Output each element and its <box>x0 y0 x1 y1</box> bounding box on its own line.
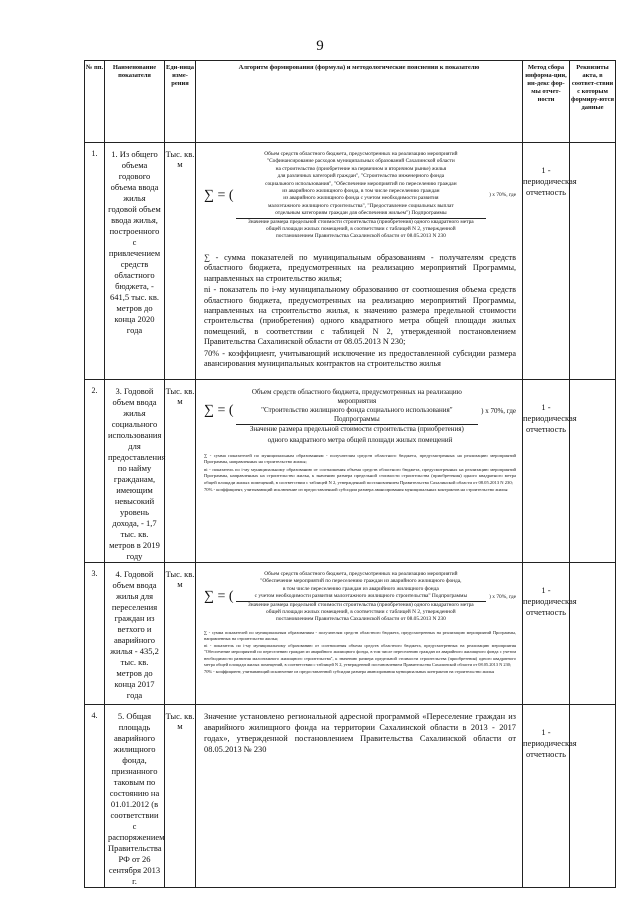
formula: ∑ = ( Объем средств областного бюджета, предусмотренных на реализацию мероприятий "Обеспечение мероприятий по переселению граждан из аварийного жилищного фонда, в том числе переселению граждан из аварийного жилищного фонда с учетом необходимости развития малоэтажного жилищного строительства" Подпрограммы Значение размера предельной стоимости строительства (приобретения) одного квадратного метра общей площади жилых помещений, в соответствии с таблицей N 2, утвержденной постановлением Правительства Сахалинской области от 08.05.2013 N 230 ) x 70%, где <box>204 571 516 623</box>
collection-method: 1 - периодическая отчетность <box>523 143 570 380</box>
header-unit: Еди-ница изме-рения <box>165 61 196 143</box>
sum-symbol: ∑ = ( <box>204 403 234 418</box>
row-number: 4. <box>85 705 105 888</box>
page-number: 9 <box>316 38 324 54</box>
header-num: № пп. <box>85 61 105 143</box>
formula: ∑ = ( Объем средств областного бюджета, предусмотренных на реализацию мероприятий "Софинансирование расходов муниципальных образований Сахалинской области на строительство (приобретение на первичном и вторичном рынке) жилья для различных категорий граждан", "Строительство инженерного фонда социального использования", "Обеспечение мероприятий по переселению граждан из аварийного жилищного фонда, в том числе переселению граждан из аварийного жилищного фонда с учетом необходимости развития малоэтажного жилищного строительства", "Предоставление социальных выплат отдельным категориям граждан для обеспечения жильем") Подпрограммы Значение размера предельной стоимости строительства (приобретения) одного квадратного метра общей площади жилых помещений, в соответствии с таблицей N 2, утвержденной постановлением Правительства Сахалинской области от 08.05.2013 N 230 ) x 70%, где <box>204 151 516 240</box>
indicator-name: 3. Годовой объем ввода жилья социального использования для предоставления по найму гражданам, имеющим невысокий уровень дохода, - 1,7 тыс. кв. метров в 2019 году <box>105 380 165 563</box>
unit: Тыс. кв. м <box>165 380 196 563</box>
formula-numerator: Объем средств областного бюджета, предусмотренных на реализацию мероприятий "Обеспечение мероприятий по переселению граждан из аварийного жилищного фонда, в том числе переселению граждан из аварийного жилищного фонда с учетом необходимости развития малоэтажного жилищного строительства" Подпрограммы <box>236 571 487 602</box>
algorithm-cell <box>196 563 523 705</box>
indicator-name: 4. Годовой объем ввода жилья для переселения граждан из ветхого и аварийного жилья - 435,2 тыс. кв. метров до конца 2017 года <box>105 563 165 705</box>
formula-explanation: ∑ - сумма показателей по муниципальным образованиям - получателям средств областного бюджета, предусмотренных на реализацию мероприятий Программы, направленных на строительство жилья; ni - показатель по i-му муниципальному образованию от соотношения объема средств областного бюджета, предусмотренных на реализацию мероприятий Программы, направленных на строительство жилья, к значению размера предельной стоимости строительства (приобретения) одного квадратного метра общей площади жилых помещений, в соответствии с таблицей N 2, утвержденной постановлением Правительства Сахалинской области от 08.05.2013 N 230; 70% - коэффициент, учитывающий исключение из предоставленной субсидии размера авансирования муниципальных контрактов на строительство жилья <box>204 252 516 368</box>
formula-denominator: Значение размера предельной стоимости строительства (приобретения) одного квадратного метра общей площади жилых помещений, в соответствии с таблицей N 2, утвержденной постановлением Правительства Сахалинской области от 08.05.2013 N 230 <box>248 601 474 623</box>
header-method: Метод сбора информа-ции, ин-декс фор-мы отчет-ности <box>523 61 570 143</box>
formula-numerator: Объем средств областного бюджета, предусмотренных на реализацию мероприятия "Строительство жилищного фонда социального использования" Подпрограммы <box>236 388 479 425</box>
row-number: 1. <box>85 143 105 380</box>
header-name: Наименование показателя <box>105 61 165 143</box>
table-row <box>85 143 616 380</box>
indicator-table <box>84 60 616 888</box>
formula-numerator: Объем средств областного бюджета, предусмотренных на реализацию мероприятий "Софинансирование расходов муниципальных образований Сахалинской области на строительство (приобретение на первичном и вторичном рынке) жилья для различных категорий граждан", "Строительство инженерного фонда социального использования", "Обеспечение мероприятий по переселению граждан из аварийного жилищного фонда, в том числе переселению граждан из аварийного жилищного фонда с учетом необходимости развития малоэтажного жилищного строительства", "Предоставление социальных выплат отдельным категориям граждан для обеспечения жильем") Подпрограммы <box>236 151 487 219</box>
algorithm-cell: Значение установлено региональной адресной программой «Переселение граждан из аварийного жилищного фонда на территории Сахалинской области в 2013 - 2017 годах», утвержденной постановлением Правительства Сахалинской области от 08.05.2013 № 230 <box>196 705 523 888</box>
table-row <box>85 380 616 563</box>
unit: Тыс. кв. м <box>165 563 196 705</box>
sum-symbol: ∑ = ( <box>204 589 234 605</box>
collection-method: 1 - периодическая отчетность <box>523 563 570 705</box>
requisites <box>570 705 616 888</box>
row-number: 2. <box>85 380 105 563</box>
collection-method: 1 - периодическая отчетность <box>523 705 570 888</box>
formula-explanation: ∑ - сумма показателей по муниципальным образованиям - получателям средств областного бюджета, предусмотренных на реализацию мероприятий Программы, направленных на строительство жилья; ni - показатель по i-му муниципальному образованию от соотношения объема средств областного бюджета, предусмотренных на реализацию мероприятий Программы, направленных на строительство жилья, к значению размера предельной стоимости строительства (приобретения) одного квадратного метра общей площади жилых помещений, в соответствии с таблицей N 2, утвержденной постановлением Правительства Сахалинской области от 08.05.2013 N 230; 70% - коэффициент, учитывающий исключение из предоставленной субсидии размера авансирования муниципальных контрактов на строительство жилья <box>204 453 516 493</box>
header-algorithm: Алгоритм формирования (формула) и методологические пояснения к показателю <box>196 61 523 143</box>
table-row <box>85 563 616 705</box>
formula-explanation: ∑ - сумма показателей по муниципальным образованиям - получателям средств областного бюджета, предусмотренных на реализацию мероприятий Программы, направленных на строительство жилья; ni - показатель по i-му муниципальному образованию от соотношения объема средств областного бюджета, предусмотренных на реализацию мероприятия "Обеспечение мероприятий по переселению граждан из аварийного жилищного фонда, в том числе переселению граждан из аварийного жилищного фонда с учетом необходимости развития малоэтажного жилищного строительства", к значению размера предельной стоимости строительства (приобретения) одного квадратного метра общей площади жилых помещений, в соответствии с таблицей N 2, утвержденной постановлением Правительства Сахалинской области от 08.05.2013 N 230; 70% - коэффициент, учитывающий исключение из предоставленной субсидии размера авансирования муниципальных контрактов на строительство жилья <box>204 629 516 675</box>
formula-denominator: Значение размера предельной стоимости строительства (приобретения) <box>249 425 464 433</box>
table-header-row <box>85 61 616 143</box>
requisites <box>570 380 616 563</box>
indicator-name: 1. Из общего объема годового объема ввода жилья годовой объем ввода жилья, построенного с привлечением средств областного бюджета, - 641,5 тыс. кв. метров до конца 2020 года <box>105 143 165 380</box>
sum-symbol: ∑ = ( <box>204 187 234 203</box>
row-number: 3. <box>85 563 105 705</box>
formula-denominator: Значение размера предельной стоимости строительства (приобретения) одного квадратного метра общей площади жилых помещений, в соответствии с таблицей N 2, утвержденной постановлением Правительства Сахалинской области от 08.05.2013 N 230 <box>248 218 474 240</box>
requisites <box>570 563 616 705</box>
algorithm-cell: ∑ = ( Объем средств областного бюджета, предусмотренных на реализацию мероприятия "Строительство жилищного фонда социального использования" Подпрограммы Значение размера предельной стоимости строительства (приобретения) ) x 70%, где одного квадратного метра общей площади жилых помещений ∑ - сумма показателей по муниципальным образованиям - получателям средств областного бюджета, предусмотренных на реализацию мероприятий Программы, направленных на строительство жилья; ni - показатель по i-му муниципальному образованию от соотношения объема средств областного бюджета, предусмотренных на реализацию мероприятий Программы, направленных на строительство жилья, к значению размера предельной стоимости строительства (приобретения) одного квадратного метра общей площади жилых помещений, в соответствии с таблицей N 2, утвержденной постановлением Правительства Сахалинской области от 08.05.2013 N 230; 70% - коэффициент, учитывающий исключение из предоставленной субсидии размера авансирования муниципальных контрактов на строительство жилья <box>196 380 523 563</box>
table-row <box>85 705 616 888</box>
indicator-name: 5. Общая площадь аварийного жилищного фонда, признанного таковым по состоянию на 01.01.2012 (в соответствии с распоряжением Правительства РФ от 26 сентября 2013 г. <box>105 705 165 888</box>
collection-method: 1 - периодическая отчетность <box>523 380 570 563</box>
unit: Тыс. кв. м <box>165 143 196 380</box>
formula: ∑ = ( Объем средств областного бюджета, предусмотренных на реализацию мероприятия "Строительство жилищного фонда социального использования" Подпрограммы Значение размера предельной стоимости строительства (приобретения) ) x 70%, где <box>204 388 516 433</box>
header-requisites: Реквизиты акта, в соответ-ствии с которым формиру-ются данные <box>570 61 616 143</box>
algorithm-cell <box>196 143 523 380</box>
unit: Тыс. кв. м <box>165 705 196 888</box>
